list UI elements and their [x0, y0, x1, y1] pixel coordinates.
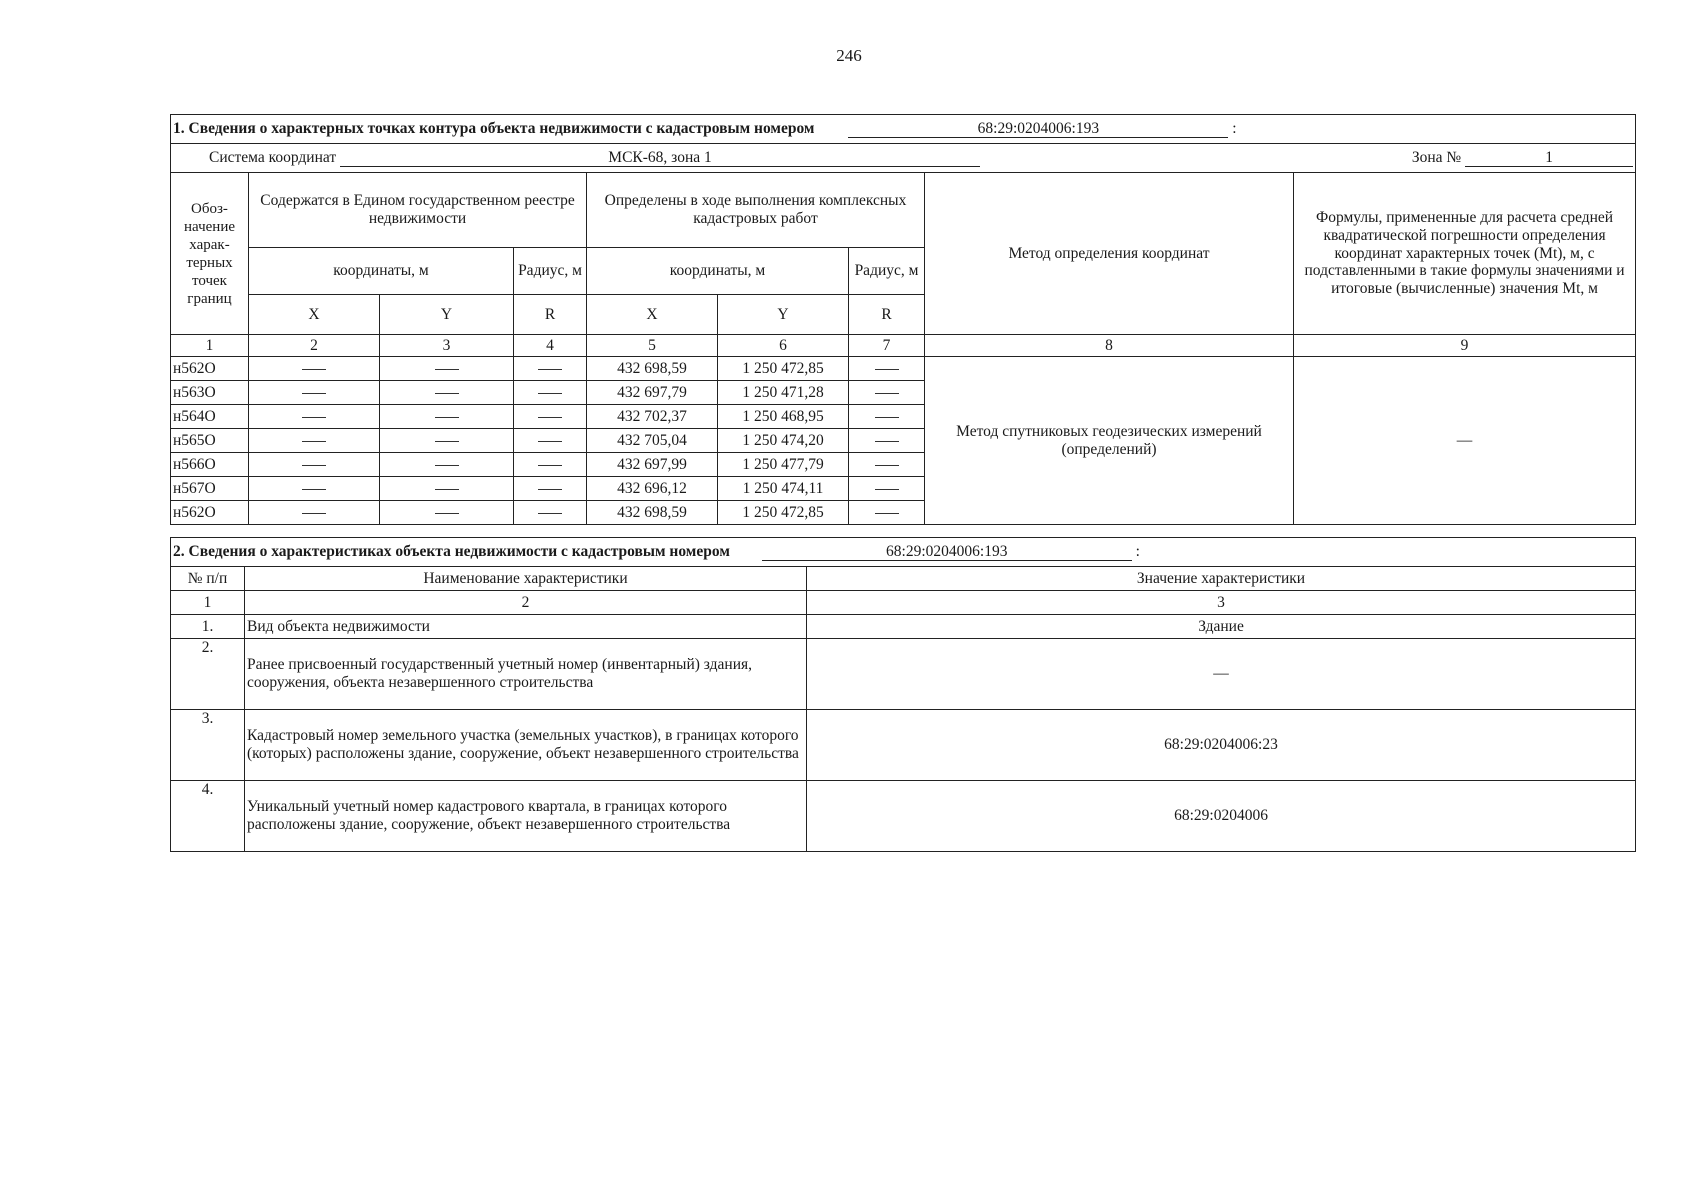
dash-mark [538, 393, 562, 394]
dash-mark [875, 369, 899, 370]
row-name: Ранее присвоенный государственный учетный номер (инвентарный) здания, сооружения, объекта незавершенного строительства [245, 639, 807, 710]
row-num: 3. [171, 710, 245, 781]
dash-mark [435, 513, 459, 514]
dash-mark [435, 369, 459, 370]
col-number: 7 [849, 335, 925, 357]
zone-value: 1 [1465, 149, 1633, 168]
row-num: 1. [171, 615, 245, 639]
section2-colon: : [1135, 542, 1140, 560]
row-value: Здание [807, 615, 1636, 639]
characteristics-table [170, 537, 1636, 852]
coord-system-row [171, 144, 1636, 173]
dash-mark [302, 489, 326, 490]
dash-mark [538, 465, 562, 466]
dash-mark [538, 513, 562, 514]
col-number: 4 [514, 335, 587, 357]
point-x: 432 697,79 [587, 381, 718, 405]
dash-mark [435, 489, 459, 490]
zone-label: Зона № [1411, 148, 1462, 166]
point-y: 1 250 471,28 [718, 381, 849, 405]
row-name: Кадастровый номер земельного участка (земельных участков), в границах которого (которых) расположены здание, сооружение, объект незавершенного строительства [245, 710, 807, 781]
point-y: 1 250 474,11 [718, 477, 849, 501]
header-determined-coords: координаты, м [587, 248, 849, 295]
header-registry-r: R [514, 295, 587, 335]
point-x: 432 705,04 [587, 429, 718, 453]
header-registry-coords: координаты, м [249, 248, 514, 295]
header-method: Метод определения координат [925, 173, 1294, 335]
point-id: н563О [171, 381, 249, 405]
section2-cadastral-number: 68:29:0204006:193 [762, 543, 1132, 562]
section1-colon: : [1232, 119, 1237, 137]
dash-mark [538, 489, 562, 490]
characteristic-row [171, 781, 1636, 852]
points-table [170, 114, 1636, 525]
row-value: 68:29:0204006:23 [807, 710, 1636, 781]
row-name: Вид объекта недвижимости [245, 615, 807, 639]
coord-system-value: МСК-68, зона 1 [340, 149, 980, 168]
dash-mark [435, 417, 459, 418]
col-number: 3 [380, 335, 514, 357]
header-determined: Определены в ходе выполнения комплексных кадастровых работ [587, 173, 925, 248]
header-name: Наименование характеристики [245, 567, 807, 591]
header-registry-x: X [249, 295, 380, 335]
point-x: 432 696,12 [587, 477, 718, 501]
characteristic-row [171, 639, 1636, 710]
col-number: 6 [718, 335, 849, 357]
col-number: 2 [249, 335, 380, 357]
dash-mark [435, 465, 459, 466]
characteristic-row [171, 615, 1636, 639]
point-id: н562О [171, 501, 249, 525]
dash-mark [302, 465, 326, 466]
point-y: 1 250 472,85 [718, 357, 849, 381]
header-formulas: Формулы, примененные для расчета средней квадратической погрешности определения координат характерных точек (Mt), м, с подставленными в такие формулы значениями и итоговые (вычисленные) значения Mt, м [1294, 173, 1636, 335]
header-determined-radius: Радиус, м [849, 248, 925, 295]
point-row [171, 357, 1636, 381]
col-number: 3 [807, 591, 1636, 615]
point-y: 1 250 468,95 [718, 405, 849, 429]
dash-mark [538, 417, 562, 418]
dash-mark [302, 393, 326, 394]
dash-mark [875, 417, 899, 418]
dash-mark [875, 393, 899, 394]
point-x: 432 698,59 [587, 501, 718, 525]
row-num: 2. [171, 639, 245, 710]
dash-mark [302, 441, 326, 442]
col-number: 1 [171, 591, 245, 615]
dash-mark [875, 465, 899, 466]
section2-title: 2. Сведения о характеристиках объекта недвижимости с кадастровым номером [173, 542, 730, 560]
point-x: 432 697,99 [587, 453, 718, 477]
dash-mark [538, 441, 562, 442]
header-determined-y: Y [718, 295, 849, 335]
row-value: 68:29:0204006 [807, 781, 1636, 852]
point-y: 1 250 477,79 [718, 453, 849, 477]
row-value: — [807, 639, 1636, 710]
col-number: 9 [1294, 335, 1636, 357]
dash-mark [538, 369, 562, 370]
characteristic-row [171, 710, 1636, 781]
header-point-designation: Обоз-начение харак-терных точек границ [171, 173, 249, 335]
dash-mark [302, 417, 326, 418]
header-value: Значение характеристики [807, 567, 1636, 591]
dash-mark [302, 513, 326, 514]
dash-mark [875, 513, 899, 514]
dash-mark [302, 369, 326, 370]
point-id: н562О [171, 357, 249, 381]
method-value: Метод спутниковых геодезических измерений (определений) [925, 357, 1294, 525]
section1-title: 1. Сведения о характерных точках контура объекта недвижимости с кадастровым номером [173, 119, 815, 137]
row-name: Уникальный учетный номер кадастрового квартала, в границах которого расположены здание, сооружение, объект незавершенного строительства [245, 781, 807, 852]
point-id: н566О [171, 453, 249, 477]
header-determined-r: R [849, 295, 925, 335]
dash-mark [435, 393, 459, 394]
dash-mark [875, 489, 899, 490]
dash-mark [435, 441, 459, 442]
header-determined-x: X [587, 295, 718, 335]
col-number: 5 [587, 335, 718, 357]
point-y: 1 250 472,85 [718, 501, 849, 525]
coord-system-label: Система координат [209, 148, 337, 166]
point-id: н565О [171, 429, 249, 453]
formulas-value: — [1294, 357, 1636, 525]
col-number: 2 [245, 591, 807, 615]
col-number: 1 [171, 335, 249, 357]
point-y: 1 250 474,20 [718, 429, 849, 453]
dash-mark [875, 441, 899, 442]
point-x: 432 698,59 [587, 357, 718, 381]
header-num: № п/п [171, 567, 245, 591]
header-in-registry: Содержатся в Едином государственном реестре недвижимости [249, 173, 587, 248]
header-registry-y: Y [380, 295, 514, 335]
point-id: н567О [171, 477, 249, 501]
point-x: 432 702,37 [587, 405, 718, 429]
section1-cadastral-number: 68:29:0204006:193 [848, 120, 1228, 139]
section1-title-row [171, 115, 1636, 144]
col-number: 8 [925, 335, 1294, 357]
page-number: 246 [836, 46, 862, 65]
point-id: н564О [171, 405, 249, 429]
section2-title-row [171, 538, 1636, 567]
header-registry-radius: Радиус, м [514, 248, 587, 295]
row-num: 4. [171, 781, 245, 852]
